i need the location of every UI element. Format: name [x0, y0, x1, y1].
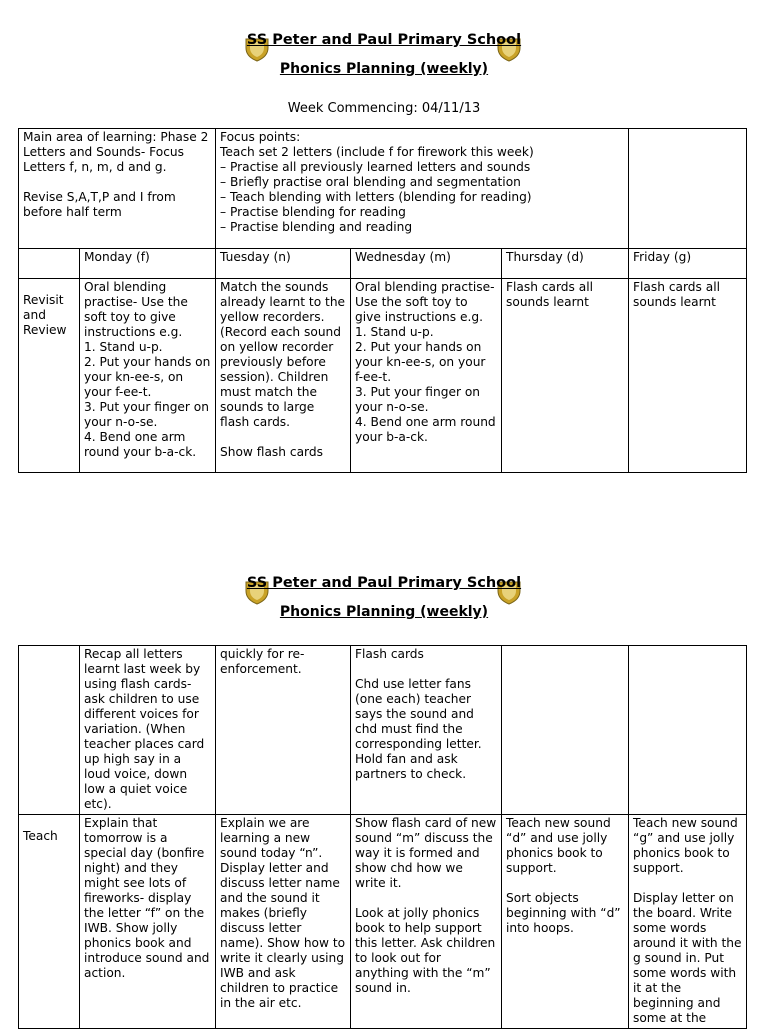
school-name: SS Peter and Paul Primary School — [246, 32, 522, 48]
teach-cell: Explain that tomorrow is a special day (bonfire night) and they might see lots of fireworks- display the letter “f” on the IWB. Show jolly phonics book and introduce sound and action. — [80, 815, 216, 1029]
main-area-cell: Main area of learning: Phase 2 Letters and Sounds- Focus Letters f, n, m, d and g. Revise S,A,T,P and I from before half term — [19, 129, 216, 249]
row-label: Teach — [19, 815, 80, 1029]
focus-points-cell: Focus points: Teach set 2 letters (include f for firework this week) – Practise all previously learned letters and sounds – Briefly practise oral blending and segmentation – Teach blending with letters (blending for reading) – Practise blending for reading – Practise blending and reading — [216, 129, 629, 249]
continued-cell — [19, 646, 80, 815]
day-header: Monday (f) — [80, 249, 216, 279]
planning-table-1 — [18, 128, 747, 473]
teach-cell: Teach new sound “g” and use jolly phonics book to support. Display letter on the board. Write some words around it with the g sound in. Put some words with it at the beginning and some at the — [629, 815, 747, 1029]
day-header: Tuesday (n) — [216, 249, 351, 279]
row-label: Revisit and Review — [19, 279, 80, 473]
school-name: SS Peter and Paul Primary School — [246, 575, 522, 591]
revisit-cell: Match the sounds already learnt to the yellow recorders. (Record each sound on yellow recorder previously before session). Children must match the sounds to large flash cards. Show flash cards — [216, 279, 351, 473]
day-header: Thursday (d) — [502, 249, 629, 279]
table-row — [19, 815, 747, 1029]
table-row — [19, 279, 747, 473]
empty-cell — [629, 129, 747, 249]
empty-cell — [19, 249, 80, 279]
table-row — [19, 249, 747, 279]
day-header: Friday (g) — [629, 249, 747, 279]
continued-cell — [629, 646, 747, 815]
day-header: Wednesday (m) — [351, 249, 502, 279]
teach-cell: Explain we are learning a new sound today “n”. Display letter and discuss letter name and the sound it makes (briefly discuss letter name). Show how to write it clearly using IWB and ask children to practice in the air etc. — [216, 815, 351, 1029]
teach-cell: Teach new sound “d” and use jolly phonics book to support. Sort objects beginning with “d” into hoops. — [502, 815, 629, 1029]
table-row — [19, 646, 747, 815]
continued-cell — [502, 646, 629, 815]
continued-cell: Flash cards Chd use letter fans (one each) teacher says the sound and chd must find the corresponding letter. Hold fan and ask partners to check. — [351, 646, 502, 815]
revisit-cell: Oral blending practise- Use the soft toy to give instructions e.g. 1. Stand u-p. 2. Put your hands on your kn-ee-s, on your f-ee-t. 3. Put your finger on your n-o-se. 4. Bend one arm round your b-a-ck. — [80, 279, 216, 473]
revisit-cell: Flash cards all sounds learnt — [502, 279, 629, 473]
revisit-cell: Oral blending practise- Use the soft toy to give instructions e.g. 1. Stand u-p. 2. Put your hands on your kn-ee-s, on your f-ee-t. 3. Put your finger on your n-o-se. 4. Bend one arm round your b-a-ck. — [351, 279, 502, 473]
continued-cell: Recap all letters learnt last week by using flash cards- ask children to use different voices for variation. (When teacher places card up high say in a loud voice, down low a quiet voice etc). — [80, 646, 216, 815]
continued-cell: quickly for re-enforcement. — [216, 646, 351, 815]
planning-title: Phonics Planning (weekly) — [279, 61, 489, 77]
table-row — [19, 129, 747, 249]
planning-title: Phonics Planning (weekly) — [279, 604, 489, 620]
revisit-cell: Flash cards all sounds learnt — [629, 279, 747, 473]
week-commencing: Week Commencing: 04/11/13 — [287, 101, 481, 116]
teach-cell: Show flash card of new sound “m” discuss the way it is formed and show chd how we write it. Look at jolly phonics book to help support this letter. Ask children to look out for anything with the “m” sound in. — [351, 815, 502, 1029]
planning-table-2 — [18, 645, 747, 1029]
